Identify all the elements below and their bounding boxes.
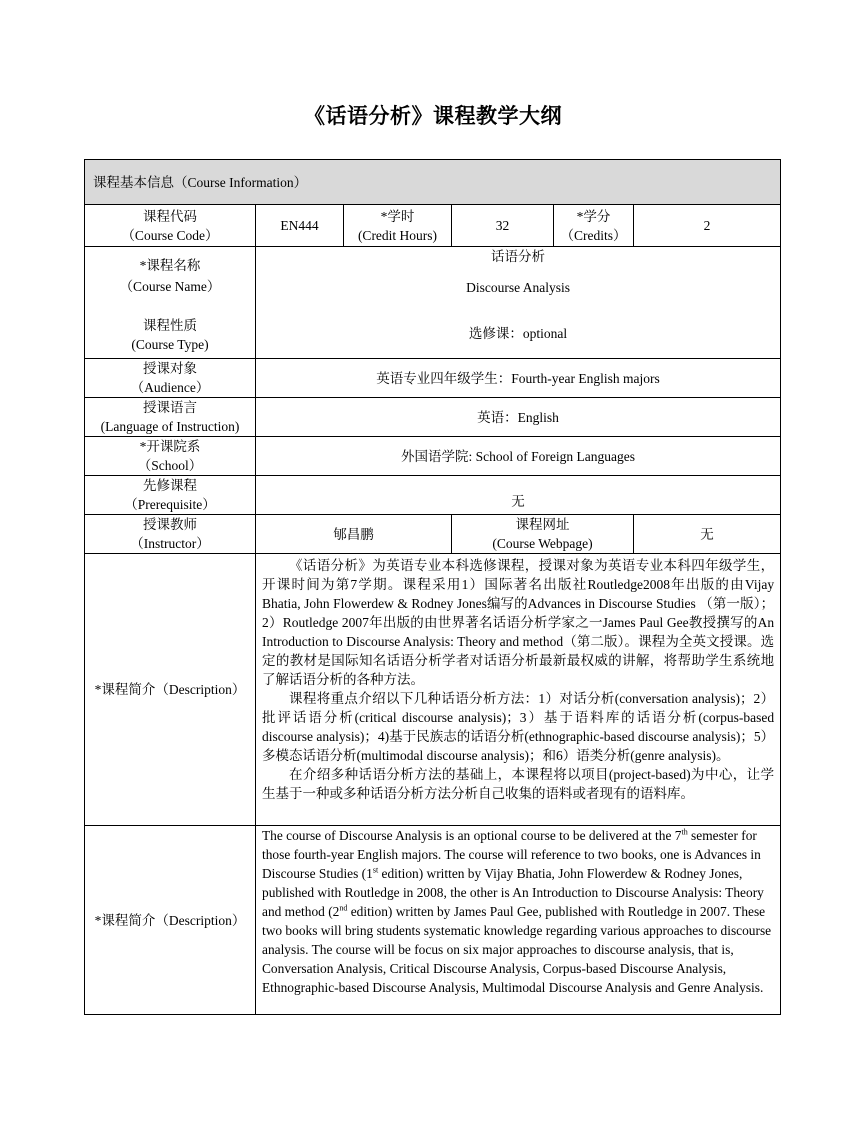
audience-label-en: （Audience） (130, 380, 210, 395)
audience-value: 英语专业四年级学生：Fourth-year English majors (256, 359, 781, 398)
school-label (85, 437, 256, 476)
school-value: 外国语学院: School of Foreign Languages (256, 437, 781, 476)
credits-label-en: （Credits） (560, 227, 627, 243)
course-type-label-cn: 课程性质 (143, 318, 197, 334)
description-cn-row (85, 554, 781, 826)
credit-hours-label-en: (Credit Hours) (357, 227, 438, 243)
credit-hours-label-cn: *学时 (380, 208, 415, 224)
course-name-value-cn: 话语分析 (491, 249, 546, 264)
description-en-part: edition) written by Vijay Bhatia, John Flowerdew & Rodney Jones, published with Routledge in 2008, the other is An Introduction to Discourse Analysis: Theory and method (2 (262, 866, 764, 919)
course-name-value-en: Discourse Analysis (466, 280, 570, 295)
description-cn-text (256, 554, 781, 826)
credits-value: 2 (634, 205, 781, 247)
course-code-value: EN444 (256, 205, 344, 247)
course-code-label (85, 205, 256, 247)
webpage-label (452, 515, 634, 554)
instructor-label (85, 515, 256, 554)
description-en-sup: st (372, 865, 379, 875)
description-cn-paragraph: 课程将重点介绍以下几种话语分析方法：1）对话分析(conversation analysis)；2）批评话语分析(critical discourse analysis)；3）基于语料库的话语分析(corpus-based discourse analysis)；4)基于民族志的话语分析(ethnographic-based discourse analysis)；5）多模态话语分析(multimodal discourse analysis)；和6）语类分析(genre analysis)。 (262, 691, 775, 763)
instructor-label-en: （Instructor） (130, 536, 210, 551)
description-cn-label: *课程简介（Description） (85, 554, 256, 826)
course-name-label-cn: *课程名称 (139, 258, 201, 273)
page-title: 《话语分析》课程教学大纲 (304, 103, 562, 128)
course-info-table (84, 159, 781, 1015)
description-cn-paragraph: 《话语分析》为英语专业本科选修课程，授课对象为英语专业本科四年级学生，开课时间为第7学期。课程采用1）国际著名出版社Routledge2008年出版的由Vijay Bhatia, John Flowerdew & Rodney Jones编写的Advances in Discourse Studies （第一版）；2）Routledge 2007年出版的由世界著名话语分析学家之一James Paul Gee教授撰写的An Introduction to Discourse Analysis: Theory and method（第二版）。课程为全英文授课。选定的教材是国际知名话语分析学者对话语分析最新最权威的讲解，将帮助学生系统地了解话语分析的各种方法。 (262, 558, 775, 687)
credit-hours-value: 32 (452, 205, 554, 247)
prerequisite-row (85, 476, 781, 515)
language-label-cn: 授课语言 (143, 400, 197, 415)
course-type-row (85, 309, 781, 359)
instructor-label-cn: 授课教师 (143, 517, 197, 532)
course-name-value (256, 247, 781, 309)
audience-label-cn: 授课对象 (143, 361, 197, 376)
credits-label (554, 205, 634, 247)
course-code-label-cn: 课程代码 (143, 208, 197, 224)
description-en-sup: th (681, 827, 688, 837)
section-header-row (85, 160, 781, 205)
description-cn-paragraph: 在介绍多种话语分析方法的基础上，本课程将以项目(project-based)为中心，让学生基于一种或多种话语分析方法分析自己收集的语料或者现有的语料库。 (262, 767, 775, 801)
instructor-row (85, 515, 781, 554)
school-label-en: （School） (137, 458, 203, 473)
description-en-row (85, 826, 781, 1015)
course-name-label-en: （Course Name） (119, 279, 221, 294)
prerequisite-value: 无 (256, 476, 781, 515)
language-row (85, 398, 781, 437)
course-type-value: 选修课：optional (256, 309, 781, 359)
course-type-label-en: (Course Type) (131, 337, 209, 353)
course-code-label-en: （Course Code） (121, 227, 219, 243)
description-en-text (256, 826, 781, 1015)
school-row (85, 437, 781, 476)
description-en-part: semester for those fourth-year English majors. The course will reference to two books, one is Advances in Discourse Studies (1 (262, 828, 761, 881)
audience-row (85, 359, 781, 398)
language-label (85, 398, 256, 437)
prerequisite-label-cn: 先修课程 (143, 478, 197, 493)
webpage-value: 无 (634, 515, 781, 554)
language-label-en: (Language of Instruction) (100, 419, 240, 434)
audience-label (85, 359, 256, 398)
course-name-row (85, 247, 781, 309)
course-name-label (85, 247, 256, 309)
credit-hours-label (344, 205, 452, 247)
prerequisite-label-en: （Prerequisite） (124, 497, 216, 512)
prerequisite-label (85, 476, 256, 515)
description-en-sup: nd (339, 903, 348, 913)
course-code-row (85, 205, 781, 247)
language-value: 英语：English (256, 398, 781, 437)
section-header: 课程基本信息（Course Information） (85, 160, 781, 205)
description-en-part: The course of Discourse Analysis is an optional course to be delivered at the 7 (262, 828, 682, 843)
webpage-label-en: (Course Webpage) (492, 536, 593, 551)
webpage-label-cn: 课程网址 (515, 517, 570, 532)
instructor-value: 郇昌鹏 (256, 515, 452, 554)
course-type-label (85, 309, 256, 359)
school-label-cn: *开课院系 (139, 439, 201, 454)
description-en-label: *课程简介（Description） (85, 826, 256, 1015)
description-en-part: edition) written by James Paul Gee, published with Routledge in 2007. These two books will bring students systematic knowledge regarding various approaches to discourse analysis. The course will be focus on six major approaches to discourse analysis, that is, Conversation Analysis, Critical Discourse Analysis, Corpus-based Discourse Analysis, Ethnographic-based Discourse Analysis, Multimodal Discourse Analysis and Genre Analysis. (262, 904, 772, 995)
credits-label-cn: *学分 (576, 208, 611, 224)
